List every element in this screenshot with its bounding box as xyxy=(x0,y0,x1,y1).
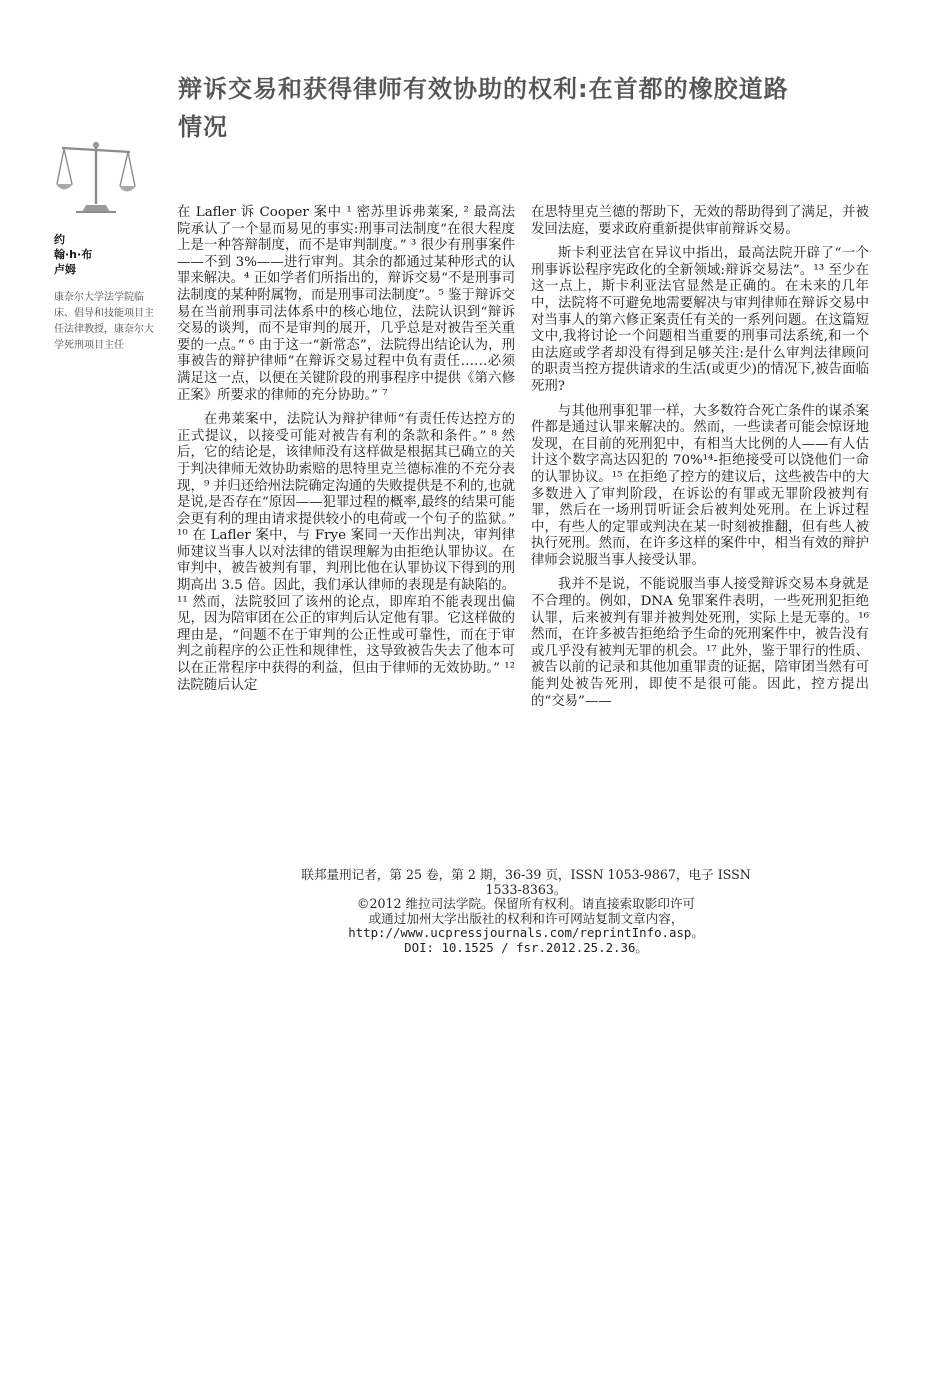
author-affiliation: 康奈尔大学法学院临床、倡导和技能项目主任法律教授，康奈尔大学死刑项目主任 xyxy=(54,292,154,351)
author-name-line-3: 卢姆 xyxy=(54,263,76,276)
citation-line: 联邦量刑记者，第 25 卷，第 2 期，36-39 页，ISSN 1053-9867，电子 ISSN xyxy=(301,867,751,882)
paragraph: 在 Lafler 诉 Cooper 案中 ¹ 密苏里诉弗莱案, ² 最高法院承认了一个显而易见的事实:刑事司法制度“在很大程度上是一种答辩制度，而不是审判制度。” ³ 很少有刑事案件——不到 3%——进行审判。其余的都通过某种形式的认罪来解决。⁴ 正如学者们所指出的，辩诉交易“不是刑事司法制度的某种附属物，而是刑事司法制度”。⁵ 鉴于辩诉交易在当前刑事司法体系中的核心地位，法院认识到“辩诉交易的谈判，而不是审判的展开，几乎总是对被告至关重要的一点。” ⁶ 由于这一“新常态”，法院得出结论认为，刑事被告的辩护律师“在辩诉交易过程中负有责任……必须满足这一点，以便在关键阶段的刑事程序中提供《第六修正案》所要求的律师的充分协助。” ⁷ xyxy=(177,205,515,403)
paragraph: 在思特里克兰德的帮助下，无效的帮助得到了满足，并被发回法庭，要求政府重新提供审前辩诉交易。 xyxy=(531,205,869,237)
reprint-url-link[interactable]: http://www.ucpressjournals.com/reprintInfo.asp。 xyxy=(348,925,704,940)
doi-line: DOI: 10.1525 / fsr.2012.25.2.36。 xyxy=(404,939,648,955)
paragraph: 与其他刑事犯罪一样，大多数符合死亡条件的谋杀案件都是通过认罪来解决的。然而，一些读者可能会惊讶地发现，在目前的死刑犯中，有相当大比例的人——有人估计这个数字高达囚犯的 70%¹⁴-拒绝接受可以饶他们一命的认罪协议。¹⁵ 在拒绝了控方的建议后，这些被告中的大多数进入了审判阶段，在诉讼的有罪或无罪阶段被判有罪，然后在一场刑罚听证会后被判处死刑。在上诉过程中，有些人的定罪或判决在某一时刻被推翻，但有些人被执行死刑。然而，在许多这样的案件中，相当有效的辩护律师会说服当事人接受认罪。 xyxy=(531,403,869,568)
copyright-line: ©2012 维拉司法学院。保留所有权利。请直接索取影印许可 xyxy=(356,896,696,911)
body-column-left xyxy=(177,205,515,702)
issn-line: 1533-8363。 xyxy=(485,881,567,897)
author-name-line-2: 翰·h·布 xyxy=(54,248,93,261)
scales-of-justice-icon xyxy=(56,138,136,214)
paragraph: 我并不是说，不能说服当事人接受辩诉交易本身就是不合理的。例如，DNA 免罪案件表明，一些死刑犯拒绝认罪，后来被判有罪并被判处死刑，实际上是无辜的。¹⁶ 然而，在许多被告拒绝给予生命的死刑案件中，被告没有或几乎没有被判无罪的机会。¹⁷ 此外，鉴于罪行的性质、被告以前的记录和其他加重罪责的证据，陪审团当然有可能判处被告死刑，即使不是很可能。因此，控方提出的“交易”—— xyxy=(531,577,869,709)
author-name xyxy=(54,232,124,277)
body-column-right xyxy=(531,205,869,718)
permissions-line: 或通过加州大学出版社的权利和许可网站复制文章内容， xyxy=(368,910,684,926)
paragraph: 斯卡利亚法官在异议中指出，最高法院开辟了“一个刑事诉讼程序宪政化的全新领域:辩诉交易法”。¹³ 至少在这一点上，斯卡利亚法官显然是正确的。在未来的几年中，法院将不可避免地需要解决与审判律师在辩诉交易中对当事人的第六修正案责任有关的一系列问题。在这篇短文中,我将讨论一个问题相当重要的刑事司法系统,和一个由法庭或学者却没有得到足够关注:是什么审判法律顾问的职责当控方提供请求的生活(或更少)的情况下,被告面临死刑? xyxy=(531,246,869,394)
publication-footer xyxy=(262,868,790,955)
paragraph: 在弗莱案中，法院认为辩护律师“有责任传达控方的正式提议，以接受可能对被告有利的条款和条件。” ⁸ 然后，它的结论是，该律师没有这样做是根据其已确立的关于判决律师无效协助索赔的思特里克兰德标准的不充分表现，⁹ 并归还给州法院确定沟通的失败提供是不利的,也就是说,是否存在“原因——犯罪过程的概率,最终的结果可能会更有利的理由请求提供较小的电荷或一个句子的监狱。” ¹⁰ 在 Lafler 案中，与 Frye 案同一天作出判决，审判律师建议当事人以对法律的错误理解为由拒绝认罪协议。在审判中，被告被判有罪，判刑比他在认罪协议下得到的刑期高出 3.5 倍。因此，我们承认律师的表现是有缺陷的。¹¹ 然而，法院驳回了该州的论点，即库珀不能表现出偏见，因为陪审团在公正的审判后认定他有罪。它这样做的理由是，“问题不在于审判的公正性或可靠性，而在于审判之前程序的公正性和规律性，这导致被告失去了他本可以在正常程序中获得的利益，但由于律师的无效协助。” ¹² 法院随后认定 xyxy=(177,412,515,693)
article-title xyxy=(178,70,818,146)
author-name-line-1: 约 xyxy=(54,233,65,246)
article-title-line-2: 情况 xyxy=(178,113,228,141)
article-title-line-1: 辩诉交易和获得律师有效协助的权利:在首都的橡胶道路 xyxy=(178,75,789,103)
